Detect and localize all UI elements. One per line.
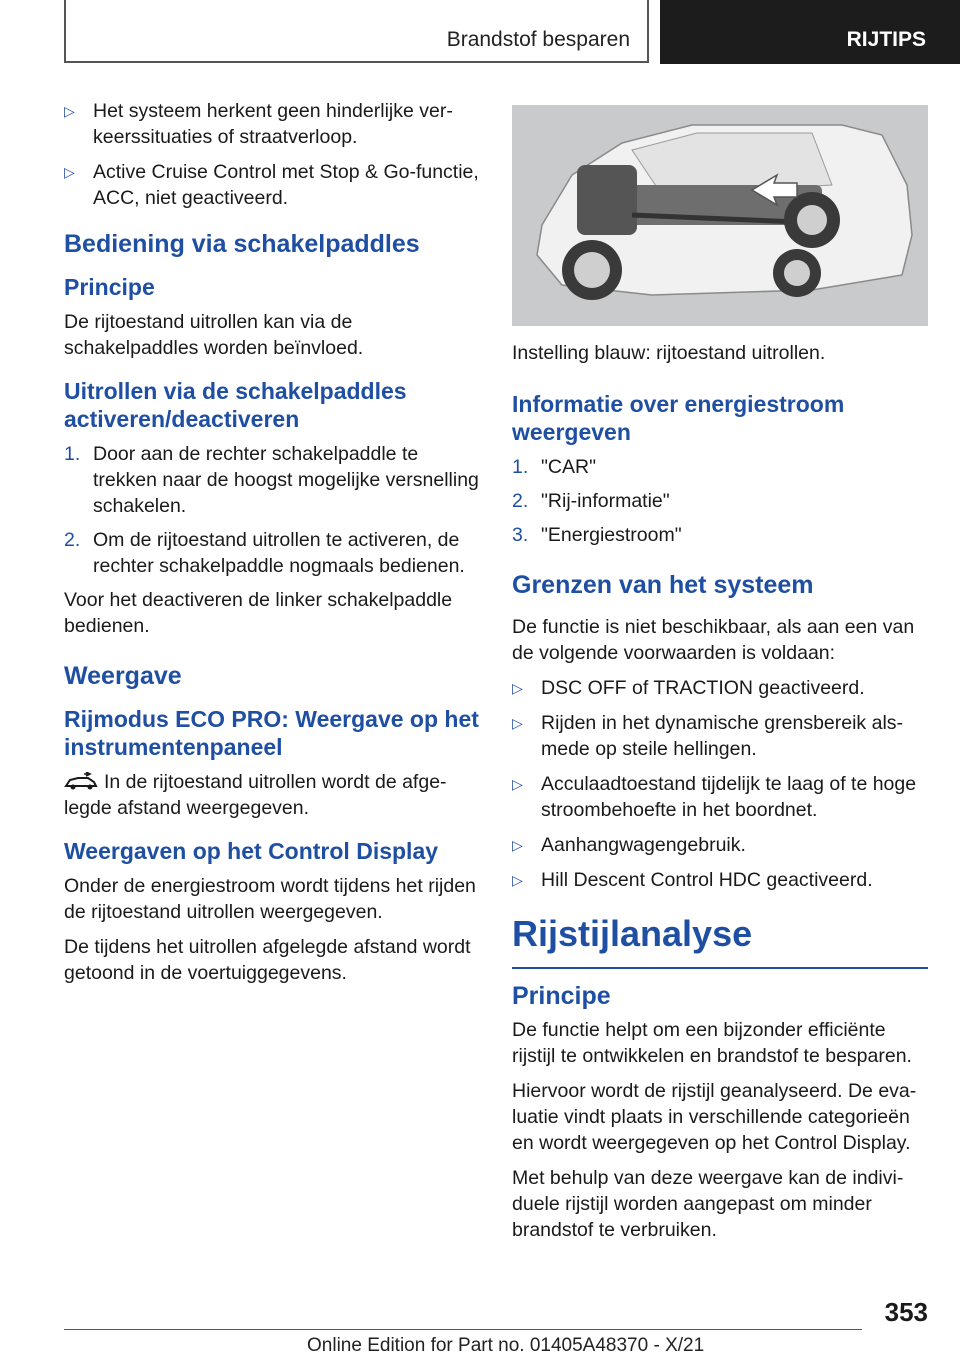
heading-informatie: Informatie over energiestroom weergeven xyxy=(512,391,845,445)
paragraph-rijstijl-3: Met behulp van deze weergave kan de individuele rijstijl worden aangepast om minder brandstof te verbruiken. xyxy=(512,1167,904,1241)
paragraph-grenzen: De functie is niet beschikbaar, als aan een van de volgende voorwaarden is voldaan: xyxy=(512,616,915,664)
condition-list-limits xyxy=(512,675,928,893)
list-item: 2. "Rij-informatie" xyxy=(512,490,670,512)
heading-weergave: Weergave xyxy=(64,662,182,690)
triangle-bullet-icon: ▷ xyxy=(512,837,523,853)
footer-divider xyxy=(64,1329,862,1330)
triangle-bullet-icon: ▷ xyxy=(64,164,75,180)
paragraph-weergaven-1: Onder de energiestroom wordt tijdens het rijden de rijtoestand uitrollen weergegeven. xyxy=(64,875,476,923)
list-item: 1. "CAR" xyxy=(512,456,597,478)
heading-bediening: Bediening via schakelpaddles xyxy=(64,230,420,258)
list-item: ▷ Aanhangwagengebruik. xyxy=(512,834,746,856)
paragraph-weergaven-2: De tijdens het uitrollen afgelegde afstand wordt getoond in de voertuiggegevens. xyxy=(64,936,471,984)
heading-uitrollen: Uitrollen via de schakelpaddles activeren/deactiveren xyxy=(64,378,407,432)
triangle-bullet-icon: ▷ xyxy=(512,715,523,731)
coasting-car-icon xyxy=(64,772,98,790)
heading-principe-2: Principe xyxy=(512,982,611,1010)
list-item: 1. Door aan de rechter schakelpaddle te trekken naar de hoogst mogelijke versnelling schakelen. xyxy=(64,443,479,517)
car-drivetrain-drawing xyxy=(512,105,928,326)
list-item: ▷ DSC OFF of TRACTION geactiveerd. xyxy=(512,677,865,699)
triangle-bullet-icon: ▷ xyxy=(512,776,523,792)
list-item: ▷ Rijden in het dynamische grensbereik alsmede op steile hellingen. xyxy=(512,712,904,760)
list-item: ▷ Hill Descent Control HDC geactiveerd. xyxy=(512,869,873,891)
steps-list xyxy=(64,441,479,579)
heading-grenzen: Grenzen van het systeem xyxy=(512,571,814,599)
list-item: ▷ Het systeem herkent geen hinderlijke verkeerssituaties of straatverloop. xyxy=(64,100,453,148)
menu-path-list xyxy=(512,454,928,548)
car-drivetrain-illustration xyxy=(512,105,928,326)
paragraph-rijstijl-1: De functie helpt om een bijzonder efficiënte rijstijl te ontwikkelen en brandstof te besparen. xyxy=(512,1019,912,1067)
list-item: 3. "Energiestroom" xyxy=(512,524,682,546)
page-number: 353 xyxy=(884,1297,928,1327)
triangle-bullet-icon: ▷ xyxy=(512,680,523,696)
right-column xyxy=(512,105,928,1252)
list-item: 2. Om de rijtoestand uitrollen te activeren, de rechter schakelpaddle nogmaals bedienen. xyxy=(64,529,465,577)
condition-list-top xyxy=(64,98,479,211)
paragraph-principe: De rijtoestand uitrollen kan via de schakelpaddles worden beïnvloed. xyxy=(64,311,364,359)
paragraph-rijmodus: In de rijtoestand uitrollen wordt de afgelegde afstand weergegeven. xyxy=(64,771,447,819)
footer-edition: Online Edition for Part no. 01405A48370 - X/21 xyxy=(307,1335,705,1356)
list-item: ▷ Active Cruise Control met Stop & Go-functie, ACC, niet geactiveerd. xyxy=(64,161,479,209)
heading-rijmodus: Rijmodus ECO PRO: Weergave op het instrumentenpaneel xyxy=(64,706,479,760)
image-caption: Instelling blauw: rijtoestand uitrollen. xyxy=(512,342,826,364)
triangle-bullet-icon: ▷ xyxy=(64,103,75,119)
header-chapter-label: RIJTIPS xyxy=(846,28,926,51)
heading-weergaven: Weergaven op het Control Display xyxy=(64,838,439,864)
chapter-title: Rijstijlanalyse xyxy=(512,913,928,969)
paragraph-rijstijl-2: Hiervoor wordt de rijstijl geanalyseerd. De evaluatie vindt plaats in verschillende categorieën en wordt weergegeven op het Control Display. xyxy=(512,1080,917,1154)
list-item: ▷ Acculaadtoestand tijdelijk te laag of te hoge stroombehoefte in het boordnet. xyxy=(512,773,917,821)
left-column xyxy=(64,98,479,995)
paragraph-deactiveren: Voor het deactiveren de linker schakelpaddle bedienen. xyxy=(64,589,453,637)
header-section-title: Brandstof besparen xyxy=(446,28,630,51)
header-chapter-tab[interactable] xyxy=(660,0,960,64)
heading-principe: Principe xyxy=(64,274,155,300)
triangle-bullet-icon: ▷ xyxy=(512,872,523,888)
